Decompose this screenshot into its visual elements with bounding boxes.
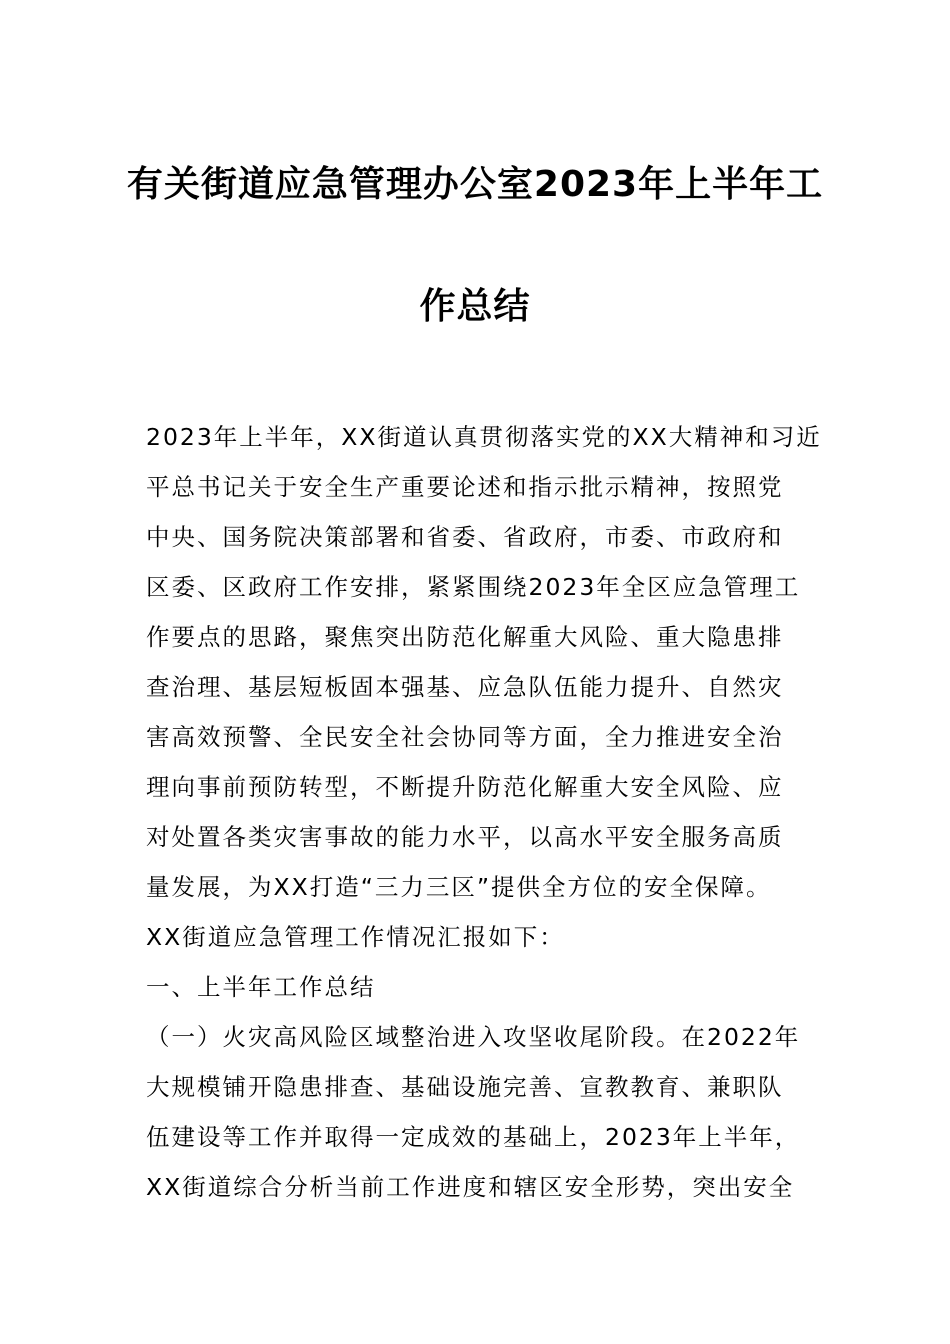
body-line: 伍建设等工作并取得一定成效的基础上，2023年上半年， [146,1123,801,1151]
body-line: 中央、国务院决策部署和省委、省政府，市委、市政府和 [146,523,784,551]
body-line: XX街道应急管理工作情况汇报如下： [146,923,565,951]
document-title-line-2: 作总结 [419,286,531,327]
body-line: 平总书记关于安全生产重要论述和指示批示精神，按照党 [146,473,784,501]
document-title-line-1: 有关街道应急管理办公室2023年上半年工 [126,164,824,205]
body-line: XX街道综合分析当前工作进度和辖区安全形势，突出安全 [146,1173,795,1201]
body-line: 区委、区政府工作安排，紧紧围绕2023年全区应急管理工 [146,573,801,601]
body-line: 作要点的思路，聚焦突出防范化解重大风险、重大隐患排 [146,623,784,651]
body-line: 量发展，为XX打造“三力三区”提供全方位的安全保障。 [146,873,772,901]
body-line: 2023年上半年，XX街道认真贯彻落实党的XX大精神和习近 [146,423,822,451]
body-line: 害高效预警、全民安全社会协同等方面，全力推进安全治 [146,723,784,751]
body-line: 查治理、基层短板固本强基、应急队伍能力提升、自然灾 [146,673,784,701]
section-heading: 一、上半年工作总结 [146,973,376,1001]
body-line: 对处置各类灾害事故的能力水平，以高水平安全服务高质 [146,823,784,851]
body-line: 大规模铺开隐患排查、基础设施完善、宣教教育、兼职队 [146,1073,784,1101]
subsection-heading: （一）火灾高风险区域整治进入攻坚收尾阶段。在2022年 [146,1023,801,1051]
body-line: 理向事前预防转型，不断提升防范化解重大安全风险、应 [146,773,784,801]
document-body [146,412,822,1212]
